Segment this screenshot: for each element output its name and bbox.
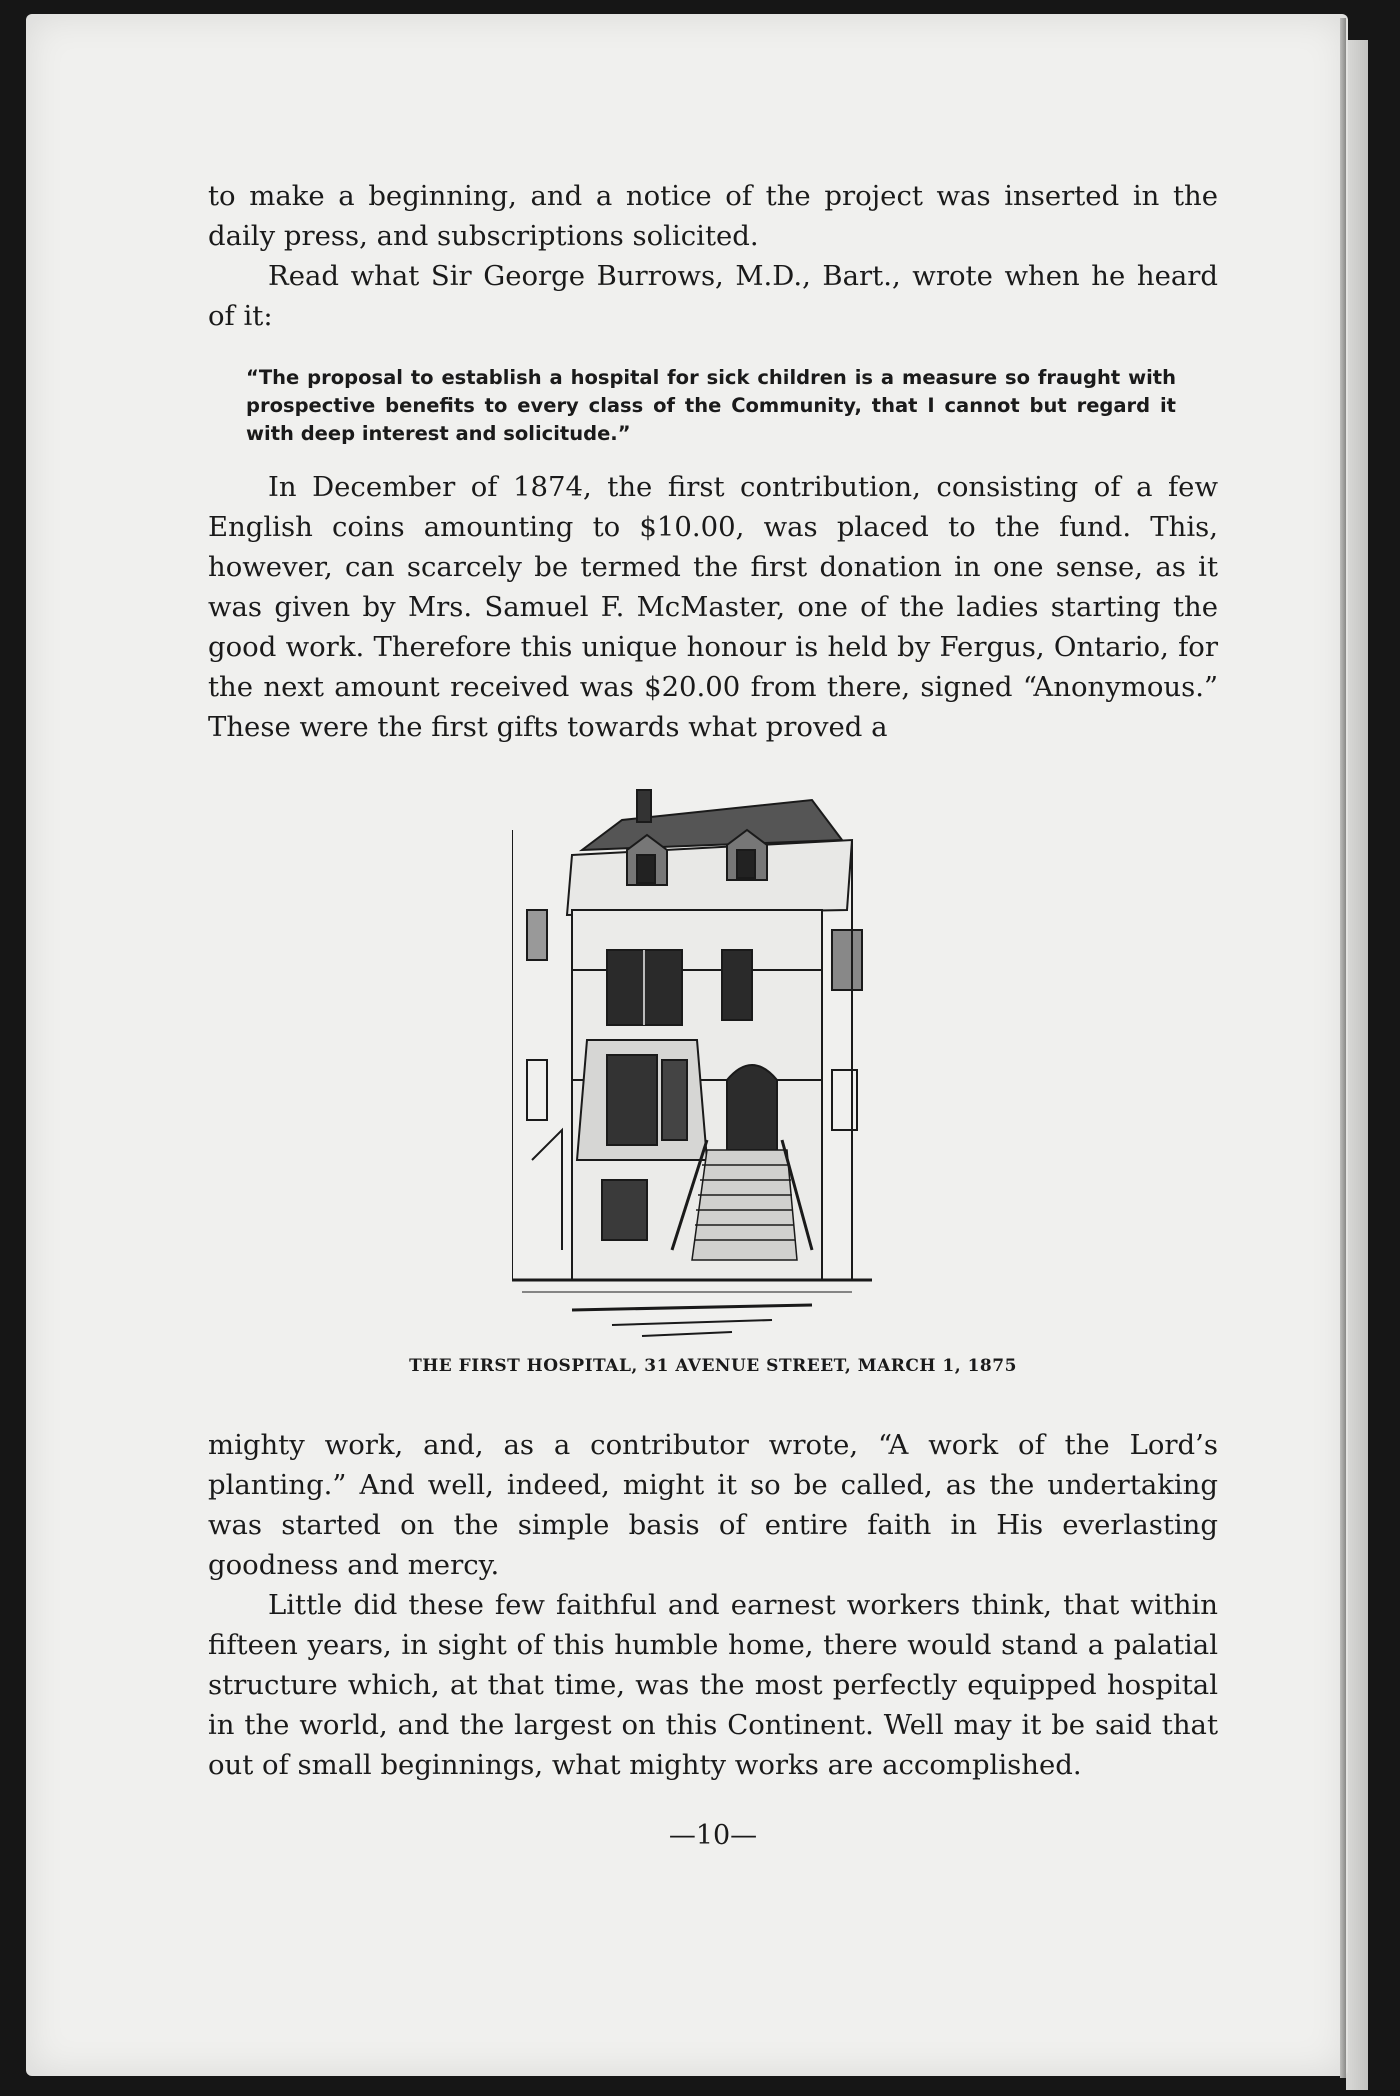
text-block-top: [208, 176, 1218, 336]
paragraph-4: mighty work, and, as a contributor wrote, “A work of the Lord’s planting.” And well, indeed, might it so be called, as the undertaking was started on the simple basis of entire faith in His everlasting goodness and mercy.: [208, 1429, 1218, 1581]
hospital-building-illustration: [512, 780, 872, 1340]
paragraph-1: to make a beginning, and a notice of the project was inserted in the daily press, and subscriptions solicited.: [208, 180, 1218, 252]
paragraph-5: Little did these few faithful and earnest workers think, that within fifteen years, in sight of this humble home, there would stand a palatial structure which, at that time, was the most perfectly equipped hospital in the world, and the largest on this Continent. Well may it be said that out of small beginnings, what mighty works are accomplished.: [208, 1589, 1218, 1781]
paragraph-2: Read what Sir George Burrows, M.D., Bart., wrote when he heard of it:: [208, 260, 1218, 332]
page-number: —10—: [668, 1820, 758, 1851]
figure-caption: THE FIRST HOSPITAL, 31 AVENUE STREET, MARCH 1, 1875: [409, 1356, 1017, 1376]
text-block-middle: [208, 467, 1218, 747]
text-block-bottom: [208, 1425, 1218, 1785]
page-edge-shadow: [1340, 18, 1346, 2078]
block-quote: “The proposal to establish a hospital for sick children is a measure so fraught with prospective benefits to every class of the Community, that I cannot but regard it with deep interest and solicitude.”: [246, 366, 1176, 445]
paragraph-3: In December of 1874, the first contribution, consisting of a few English coins amounting to $10.00, was placed to the fund. This, however, can scarcely be termed the first donation in one sense, as it was given by Mrs. Samuel F. McMaster, one of the ladies starting the good work. Therefore this unique honour is held by Fergus, Ontario, for the next amount received was $20.00 from there, signed “Anonymous.” These were the first gifts towards what proved a: [208, 471, 1218, 743]
next-page-edge: [1346, 40, 1368, 2090]
